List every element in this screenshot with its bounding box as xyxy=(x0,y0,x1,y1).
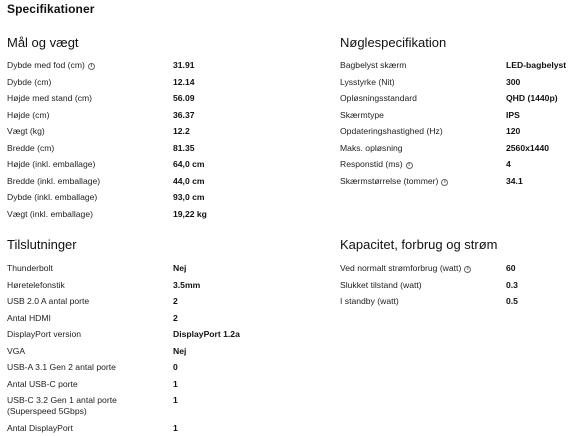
spec-label-text: Dybde med fod (cm) xyxy=(7,60,85,70)
spec-row xyxy=(340,296,518,313)
page-title: Specifikationer xyxy=(7,2,95,16)
spec-label xyxy=(7,110,50,121)
spec-label-text: VGA xyxy=(7,345,26,356)
spec-label xyxy=(7,296,89,307)
spec-row xyxy=(7,93,195,110)
spec-label-text: Højde (inkl. emballage) xyxy=(7,159,96,169)
spec-label xyxy=(7,176,100,187)
spec-row xyxy=(340,93,558,110)
info-icon[interactable]: i xyxy=(464,266,471,273)
section-heading: Kapacitet, forbrug og strøm xyxy=(340,237,498,252)
spec-label-text: Opløsningsstandard xyxy=(340,93,417,103)
spec-row xyxy=(7,329,240,346)
spec-row xyxy=(7,279,201,297)
spec-label-text: Skærmstørrelse (tommer) xyxy=(340,175,439,186)
spec-label-text: Lysstyrke (Nit) xyxy=(340,76,395,87)
spec-row xyxy=(7,142,195,160)
spec-label-text: DisplayPort version xyxy=(7,329,82,339)
spec-value: 0 xyxy=(173,362,178,372)
spec-label xyxy=(340,126,443,137)
spec-value: 300 xyxy=(506,76,521,87)
spec-label-text: Høretelefonstik xyxy=(7,279,65,290)
spec-label xyxy=(7,362,116,373)
spec-row xyxy=(7,126,190,143)
spec-label-text: I standby (watt) xyxy=(340,296,399,306)
spec-row xyxy=(340,126,521,143)
spec-label xyxy=(340,143,403,154)
info-icon[interactable]: i xyxy=(406,162,413,169)
spec-label xyxy=(7,143,54,154)
spec-value: QHD (1440p) xyxy=(506,93,558,103)
section-key-specs xyxy=(340,34,567,192)
spec-value: IPS xyxy=(506,109,520,120)
spec-row xyxy=(7,378,178,396)
spec-value: 34.1 xyxy=(506,175,523,186)
section-heading: Tilslutninger xyxy=(7,237,77,252)
spec-value: Nej xyxy=(173,345,187,356)
spec-row xyxy=(340,142,550,160)
spec-value: 19,22 kg xyxy=(173,208,207,219)
spec-label xyxy=(340,296,399,307)
spec-label xyxy=(7,346,25,357)
spec-value: 2 xyxy=(173,312,178,323)
spec-label xyxy=(340,93,417,104)
spec-row xyxy=(7,312,178,330)
spec-row xyxy=(340,76,521,94)
spec-label-text: Antal DisplayPort xyxy=(7,423,73,433)
spec-value: 81.35 xyxy=(173,142,195,153)
spec-list xyxy=(7,60,207,225)
spec-label-text: Bagbelyst skærm xyxy=(340,60,407,70)
spec-label xyxy=(7,280,65,291)
spec-value: 36.37 xyxy=(173,109,195,120)
spec-value: 44,0 cm xyxy=(173,175,205,186)
spec-value: 1 xyxy=(173,395,178,405)
spec-label-text: Thunderbolt xyxy=(7,263,53,273)
spec-row xyxy=(7,423,178,436)
spec-value: 1 xyxy=(173,423,178,433)
spec-label-text: Opdateringshastighed (Hz) xyxy=(340,126,443,136)
spec-value: Nej xyxy=(173,263,187,273)
spec-label xyxy=(340,263,471,274)
spec-value: 0.3 xyxy=(506,279,518,290)
spec-label-text: Skærmtype xyxy=(340,109,384,120)
info-icon[interactable]: i xyxy=(441,179,448,186)
section-dimensions-weight xyxy=(7,34,207,225)
spec-label-text: Responstid (ms) xyxy=(340,159,403,169)
section-heading: Mål og vægt xyxy=(7,35,79,50)
spec-label-text: Dybde (cm) xyxy=(7,76,52,87)
spec-value: 1 xyxy=(173,378,178,389)
spec-label xyxy=(7,159,95,170)
spec-label-text: Vægt (kg) xyxy=(7,126,45,136)
spec-label-text: USB-C 3.2 Gen 1 antal porte (Superspeed 5Gbps) xyxy=(7,395,117,416)
spec-label-text: Højde (cm) xyxy=(7,109,50,120)
section-heading: Nøglespecifikation xyxy=(340,35,447,50)
spec-value: 4 xyxy=(506,159,511,169)
spec-label-text: USB-A 3.1 Gen 2 antal porte xyxy=(7,362,116,372)
spec-label-text: Maks. opløsning xyxy=(340,142,403,153)
spec-row xyxy=(340,263,516,280)
spec-label-text: Bredde (inkl. emballage) xyxy=(7,175,101,186)
spec-value: 3.5mm xyxy=(173,279,201,290)
spec-row xyxy=(7,76,195,94)
spec-value: 120 xyxy=(506,126,521,136)
spec-label-text: Dybde (inkl. emballage) xyxy=(7,192,98,202)
spec-label xyxy=(340,77,395,88)
spec-value: 93,0 cm xyxy=(173,192,205,202)
spec-label xyxy=(340,176,448,187)
spec-label xyxy=(7,60,95,71)
spec-row xyxy=(7,395,178,423)
spec-label xyxy=(340,60,406,71)
spec-list xyxy=(340,60,567,192)
spec-row xyxy=(7,345,187,363)
spec-label xyxy=(7,395,157,417)
spec-row xyxy=(7,192,205,209)
spec-label xyxy=(7,313,51,324)
spec-row xyxy=(7,362,178,379)
spec-label xyxy=(7,192,97,203)
info-icon[interactable]: i xyxy=(88,63,95,70)
spec-row xyxy=(7,159,205,176)
spec-label-text: Ved normalt strømforbrug (watt) xyxy=(340,263,462,273)
spec-label xyxy=(340,280,422,291)
spec-row xyxy=(7,296,178,313)
spec-row xyxy=(7,175,205,193)
spec-row xyxy=(340,159,511,176)
spec-row xyxy=(7,208,207,226)
spec-value: 56.09 xyxy=(173,93,195,103)
spec-row xyxy=(340,175,523,193)
spec-value: LED-bagbelyst xyxy=(506,60,567,70)
spec-value: 60 xyxy=(506,263,516,273)
spec-label-text: Bredde (cm) xyxy=(7,142,55,153)
spec-label-text: Antal USB-C porte xyxy=(7,378,78,389)
spec-row xyxy=(340,279,518,297)
spec-label-text: Antal HDMI xyxy=(7,312,51,323)
spec-label-text: USB 2.0 A antal porte xyxy=(7,296,90,306)
spec-label xyxy=(7,93,92,104)
spec-label xyxy=(7,126,45,137)
spec-value: 64,0 cm xyxy=(173,159,205,169)
spec-label xyxy=(340,110,384,121)
section-power xyxy=(340,236,518,313)
spec-label xyxy=(340,159,413,170)
spec-label-text: Vægt (inkl. emballage) xyxy=(7,208,93,219)
section-connectivity xyxy=(7,236,240,436)
spec-row xyxy=(7,109,195,127)
spec-value: 12.2 xyxy=(173,126,190,136)
spec-label-text: Slukket tilstand (watt) xyxy=(340,279,422,290)
spec-list xyxy=(340,263,518,313)
spec-row xyxy=(340,109,520,127)
spec-label xyxy=(7,329,81,340)
spec-row xyxy=(7,263,187,280)
spec-label xyxy=(7,77,51,88)
spec-value: 2560x1440 xyxy=(506,142,550,153)
spec-list xyxy=(7,263,240,436)
spec-value: 31.91 xyxy=(173,60,195,70)
spec-value: 0.5 xyxy=(506,296,518,306)
spec-value: 2 xyxy=(173,296,178,306)
spec-value: 12.14 xyxy=(173,76,195,87)
spec-row xyxy=(340,60,567,77)
spec-label xyxy=(7,379,78,390)
spec-value: DisplayPort 1.2a xyxy=(173,329,240,339)
spec-label-text: Højde med stand (cm) xyxy=(7,93,93,103)
spec-label xyxy=(7,263,53,274)
spec-label xyxy=(7,209,93,220)
spec-label xyxy=(7,423,73,434)
spec-row xyxy=(7,60,195,77)
